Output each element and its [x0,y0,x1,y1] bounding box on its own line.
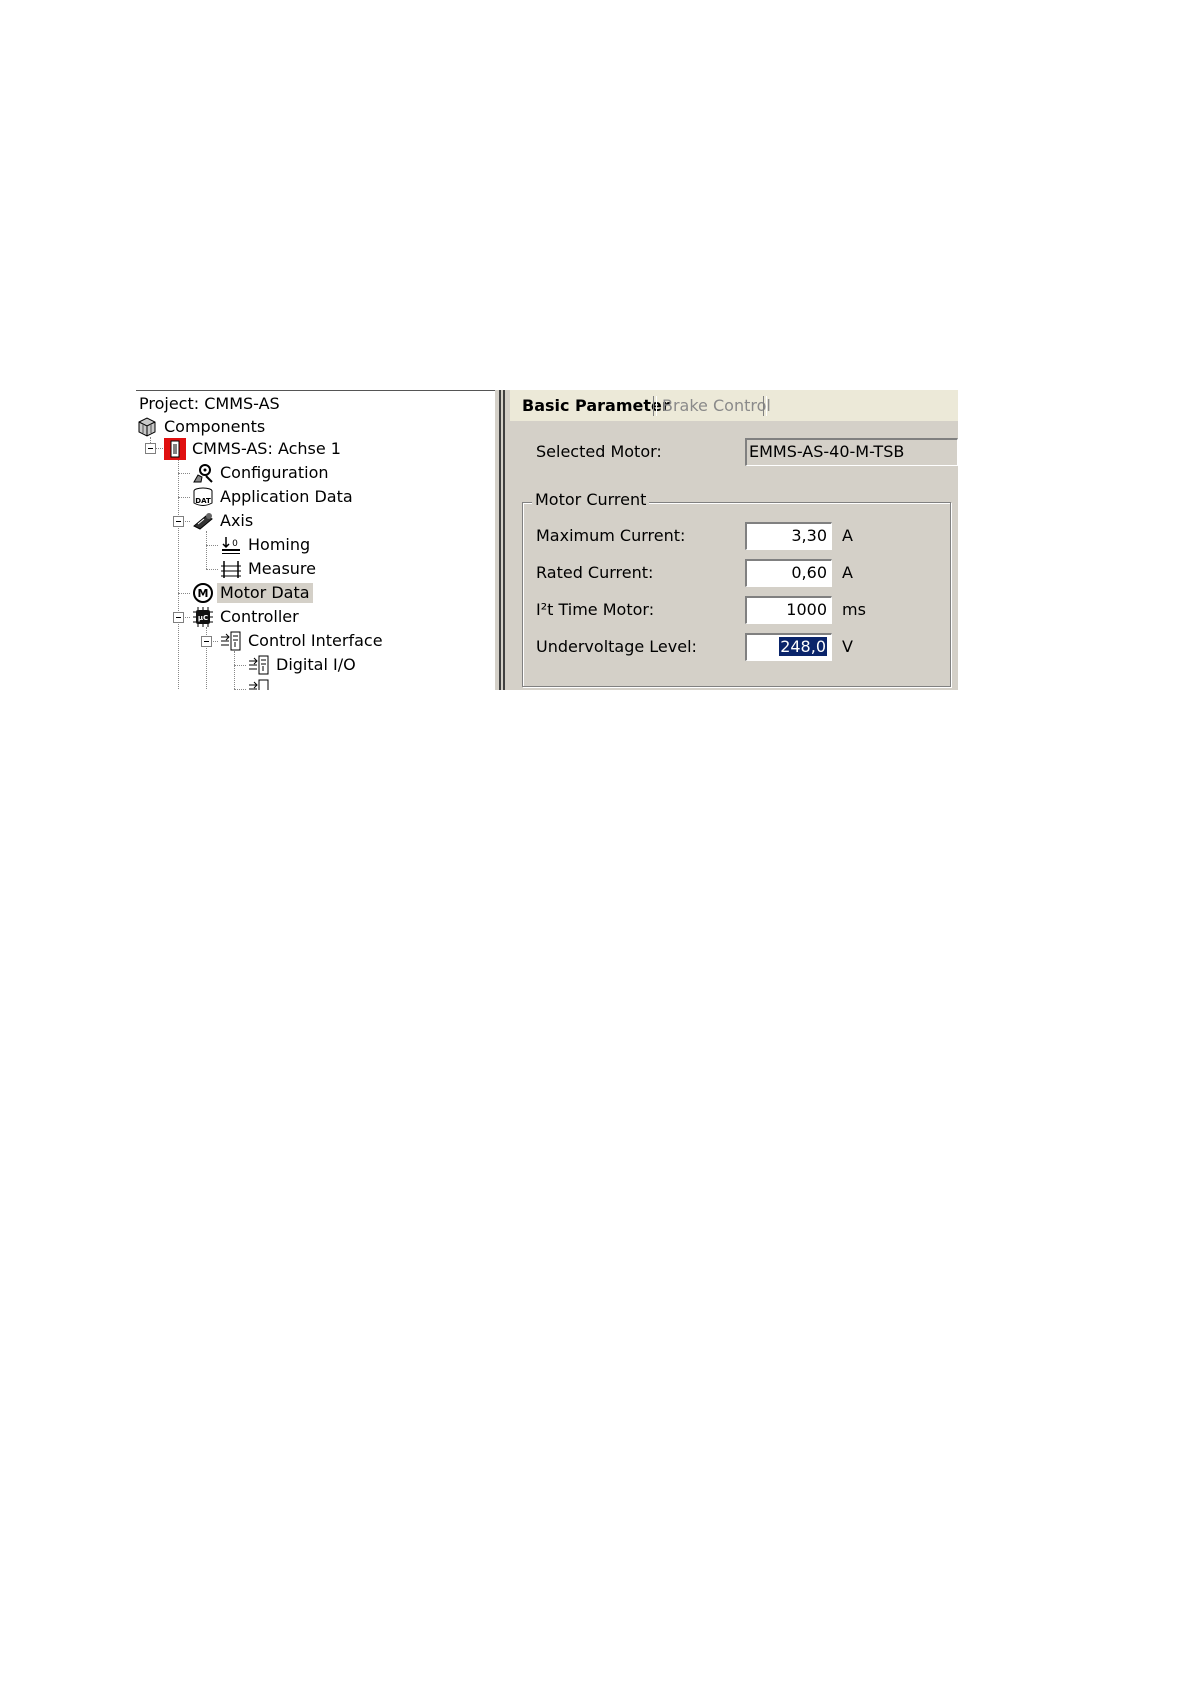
tab-brake-control[interactable]: Brake Control [662,396,771,415]
tree-item-controller[interactable] [192,606,302,628]
svg-text:DAT: DAT [195,497,211,505]
device-red-icon [164,438,186,460]
digital-io-icon [248,654,270,676]
cube-icon [136,416,158,438]
measure-icon [220,558,242,580]
undervoltage-level-label: Undervoltage Level: [536,637,697,656]
tree-project-label: Project: CMMS-AS [139,394,280,413]
rated-current-label: Rated Current: [536,563,654,582]
tree-connector [178,473,190,474]
tree-connector [234,689,246,690]
undervoltage-level-field[interactable] [745,633,832,661]
tree-item-application-data[interactable] [192,486,356,508]
tab-basic-parameter[interactable]: Basic Parameter [522,396,670,415]
i2t-time-motor-unit: ms [842,600,866,619]
gear-hand-icon [192,462,214,484]
i2t-time-motor-field[interactable]: 1000 [745,596,832,624]
screenshot-region [136,390,958,690]
selected-motor-label: Selected Motor: [536,442,662,461]
interface-icon [220,630,242,652]
tab-separator [763,396,767,416]
rated-current-field[interactable]: 0,60 [745,559,832,587]
tree-connector [206,569,218,570]
tree-item-digital-io[interactable] [248,654,359,676]
tree-item-label: Configuration [220,463,329,482]
tree-project[interactable] [136,393,283,415]
tree-connector [234,651,235,690]
tree-connector [178,497,190,498]
tab-strip [510,390,958,421]
tree-item-label: Measure [248,559,316,578]
tree-item-label: Homing [248,535,311,554]
tree-item-axis[interactable] [192,510,256,532]
i2t-time-motor-label: I²t Time Motor: [536,600,655,619]
tree-connector [206,545,218,546]
tree-item-clipped[interactable] [248,678,273,690]
motor-data-panel [510,390,958,690]
tree-connector [178,459,179,690]
tree-item-label: Motor Data [217,583,313,603]
tree-item-label: Application Data [220,487,353,506]
tree-item-label: Axis [220,511,254,530]
tree-item-configuration[interactable] [192,462,332,484]
maximum-current-unit: A [842,526,853,545]
collapse-controller-toggle[interactable] [173,612,184,623]
tree-connector [206,531,207,569]
undervoltage-level-selected-text: 248,0 [780,637,826,656]
tree-connector [234,665,246,666]
analog-io-icon [248,678,270,690]
homing-icon [220,534,242,556]
collapse-device-toggle[interactable] [145,443,156,454]
maximum-current-field[interactable]: 3,30 [745,522,832,550]
motor-current-group-title: Motor Current [532,490,649,510]
undervoltage-level-unit: V [842,637,853,656]
tree-item-label: Digital I/O [276,655,356,674]
maximum-current-label: Maximum Current: [536,526,686,545]
motor-m-icon [192,582,214,604]
tree-item-motor-data[interactable] [192,582,313,604]
rated-current-unit: A [842,563,853,582]
svg-text:0: 0 [232,539,238,549]
tab-separator [653,396,657,416]
axis-icon [192,510,214,532]
tree-item-components[interactable] [136,416,268,438]
tree-item-device[interactable] [164,438,344,460]
database-dat-icon [192,486,214,508]
collapse-control-interface-toggle[interactable] [201,636,212,647]
tree-item-label: Controller [220,607,299,626]
selected-motor-field: EMMS-AS-40-M-TSB [745,438,958,466]
tree-item-control-interface[interactable] [220,630,386,652]
svg-text:µC: µC [197,614,209,622]
pane-splitter[interactable] [495,390,510,690]
chip-icon [192,606,214,628]
tree-item-label: Control Interface [248,631,383,650]
tree-item-label: Components [164,417,266,436]
tree-connector [178,593,190,594]
splitter-line [503,390,505,690]
splitter-line [499,390,501,690]
tree-item-homing[interactable] [220,534,313,556]
collapse-axis-toggle[interactable] [173,516,184,527]
svg-text:M: M [197,587,209,600]
tree-item-label: CMMS-AS: Achse 1 [192,439,341,458]
tree-item-measure[interactable] [220,558,319,580]
project-tree[interactable] [136,390,495,690]
